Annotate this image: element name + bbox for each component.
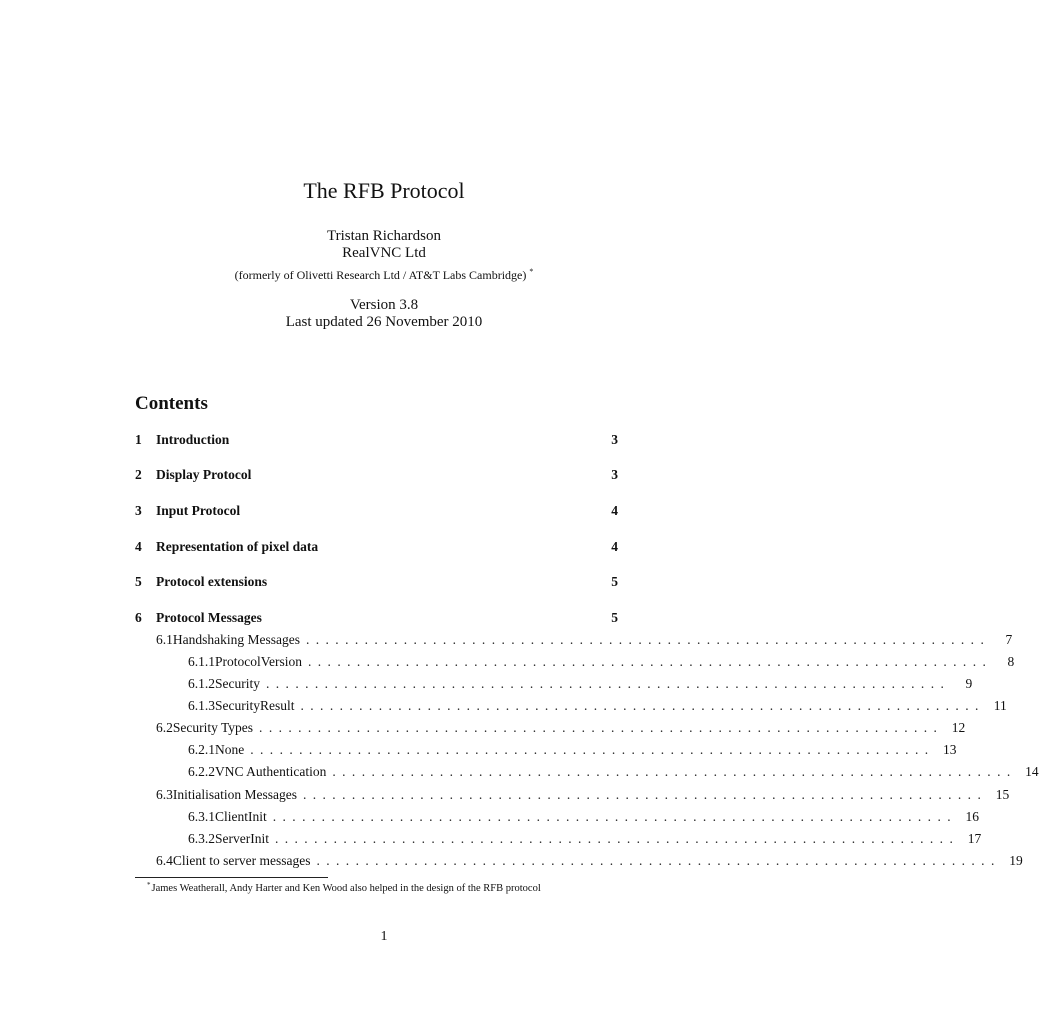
toc-entry-title: ServerInit — [215, 831, 269, 846]
toc-entry-page: 13 — [943, 742, 957, 757]
toc-entry-page: 12 — [951, 720, 966, 735]
toc-entry-page: 3 — [611, 467, 618, 482]
toc-entry-page: 9 — [965, 676, 973, 691]
toc-entry-number: 6 — [135, 610, 142, 625]
toc-entry-title: Protocol Messages — [156, 610, 262, 625]
toc-entry-number: 6.1.2 — [188, 676, 215, 691]
toc-entry-client-to-server-messages[interactable] — [156, 852, 1023, 870]
toc-entry-display-protocol[interactable] — [135, 466, 618, 484]
toc-entry-title: Initialisation Messages — [172, 787, 297, 802]
version-text: Version 3.8 — [349, 297, 419, 313]
affiliation-text: (formerly of Olivetti Research Ltd / AT&T Labs Cambridge) — [234, 268, 527, 282]
toc-entry-number: 6.3 — [156, 787, 173, 802]
toc-dot-leader: ...................................................................... — [308, 654, 993, 669]
toc-dot-leader: ...................................................................... — [266, 676, 951, 691]
toc-entry-page: 16 — [965, 809, 979, 824]
toc-entry-pixel-data[interactable] — [135, 538, 618, 556]
toc-entry-page: 5 — [611, 574, 618, 589]
toc-dot-leader: ...................................................................... — [300, 698, 985, 713]
toc-entry-none[interactable] — [188, 741, 957, 759]
toc-entry-title: SecurityResult — [215, 698, 295, 713]
toc-entry-vnc-authentication[interactable] — [188, 763, 1039, 781]
organization-name: RealVNC Ltd — [342, 245, 426, 261]
toc-entry-title: Input Protocol — [156, 503, 241, 518]
toc-entry-title: Client to server messages — [172, 853, 311, 868]
toc-entry-number: 3 — [135, 503, 142, 518]
toc-entry-protocol-messages[interactable] — [135, 609, 618, 627]
page-number: 1 — [380, 929, 388, 944]
toc-entry-title: VNC Authentication — [215, 764, 327, 779]
toc-entry-number: 5 — [135, 574, 142, 589]
toc-entry-page: 17 — [967, 831, 982, 846]
toc-entry-number: 6.4 — [156, 853, 173, 868]
toc-entry-title: ProtocolVersion — [215, 654, 302, 669]
toc-entry-number: 6.2.2 — [188, 764, 215, 779]
last-updated-text: Last updated 26 November 2010 — [285, 314, 483, 330]
toc-entry-number: 4 — [135, 539, 142, 554]
toc-entry-security-types[interactable] — [156, 719, 966, 737]
toc-entry-page: 4 — [611, 503, 618, 518]
toc-dot-leader: ...................................................................... — [272, 809, 957, 824]
toc-entry-securityresult[interactable] — [188, 697, 1007, 715]
toc-entry-protocolversion[interactable] — [188, 653, 1015, 671]
toc-entry-number: 6.2.1 — [188, 742, 215, 757]
toc-dot-leader: ...................................................................... — [259, 720, 944, 735]
footnote-rule — [135, 877, 328, 878]
toc-entry-title: Security Types — [172, 720, 254, 735]
toc-entry-page: 14 — [1025, 764, 1039, 779]
footnote-reference-mark: * — [529, 267, 534, 276]
toc-entry-page: 8 — [1007, 654, 1015, 669]
contents-heading: Contents — [135, 393, 208, 414]
toc-entry-handshaking-messages[interactable] — [156, 631, 1013, 649]
toc-entry-title: ClientInit — [215, 809, 267, 824]
toc-entry-number: 2 — [135, 467, 142, 482]
toc-dot-leader: ...................................................................... — [250, 742, 935, 757]
toc-entry-number: 6.1.3 — [188, 698, 215, 713]
toc-entry-number: 6.3.2 — [188, 831, 215, 846]
toc-entry-title: Representation of pixel data — [156, 539, 319, 554]
toc-entry-title: Security — [215, 676, 260, 691]
toc-dot-leader: ...................................................................... — [302, 787, 988, 802]
toc-entry-number: 6.3.1 — [188, 809, 215, 824]
toc-entry-protocol-extensions[interactable] — [135, 573, 618, 591]
affiliation-line — [0, 264, 768, 283]
footnote-text: James Weatherall, Andy Harter and Ken Wood also helped in the design of the RFB protocol — [151, 883, 541, 894]
footnote-mark: * — [147, 881, 151, 889]
footnote — [147, 881, 541, 894]
toc-dot-leader: ...................................................................... — [316, 853, 1001, 868]
toc-entry-number: 6.1.1 — [188, 654, 215, 669]
toc-entry-number: 1 — [135, 432, 142, 447]
toc-entry-number: 6.2 — [156, 720, 173, 735]
toc-entry-initialisation-messages[interactable] — [156, 786, 1010, 804]
toc-entry-page: 19 — [1009, 853, 1023, 868]
toc-entry-serverinit[interactable] — [188, 830, 982, 848]
author-name: Tristan Richardson — [326, 228, 442, 244]
toc-entry-number: 6.1 — [156, 632, 173, 647]
toc-entry-page: 11 — [993, 698, 1007, 713]
toc-entry-page: 7 — [1005, 632, 1013, 647]
toc-entry-input-protocol[interactable] — [135, 502, 618, 520]
toc-dot-leader: ...................................................................... — [332, 764, 1017, 779]
toc-dot-leader: ...................................................................... — [274, 831, 960, 846]
toc-entry-title: Protocol extensions — [156, 574, 268, 589]
toc-entry-page: 4 — [611, 539, 618, 554]
toc-dot-leader: ...................................................................... — [305, 632, 991, 647]
toc-entry-introduction[interactable] — [135, 431, 618, 449]
toc-entry-title: Display Protocol — [156, 467, 252, 482]
toc-entry-security[interactable] — [188, 675, 973, 693]
toc-entry-page: 15 — [995, 787, 1010, 802]
document-title: The RFB Protocol — [303, 178, 465, 203]
toc-entry-title: Handshaking Messages — [172, 632, 300, 647]
toc-entry-page: 5 — [611, 610, 618, 625]
toc-entry-title: None — [215, 742, 245, 757]
toc-entry-page: 3 — [611, 432, 618, 447]
toc-entry-title: Introduction — [156, 432, 230, 447]
toc-entry-clientinit[interactable] — [188, 808, 979, 826]
